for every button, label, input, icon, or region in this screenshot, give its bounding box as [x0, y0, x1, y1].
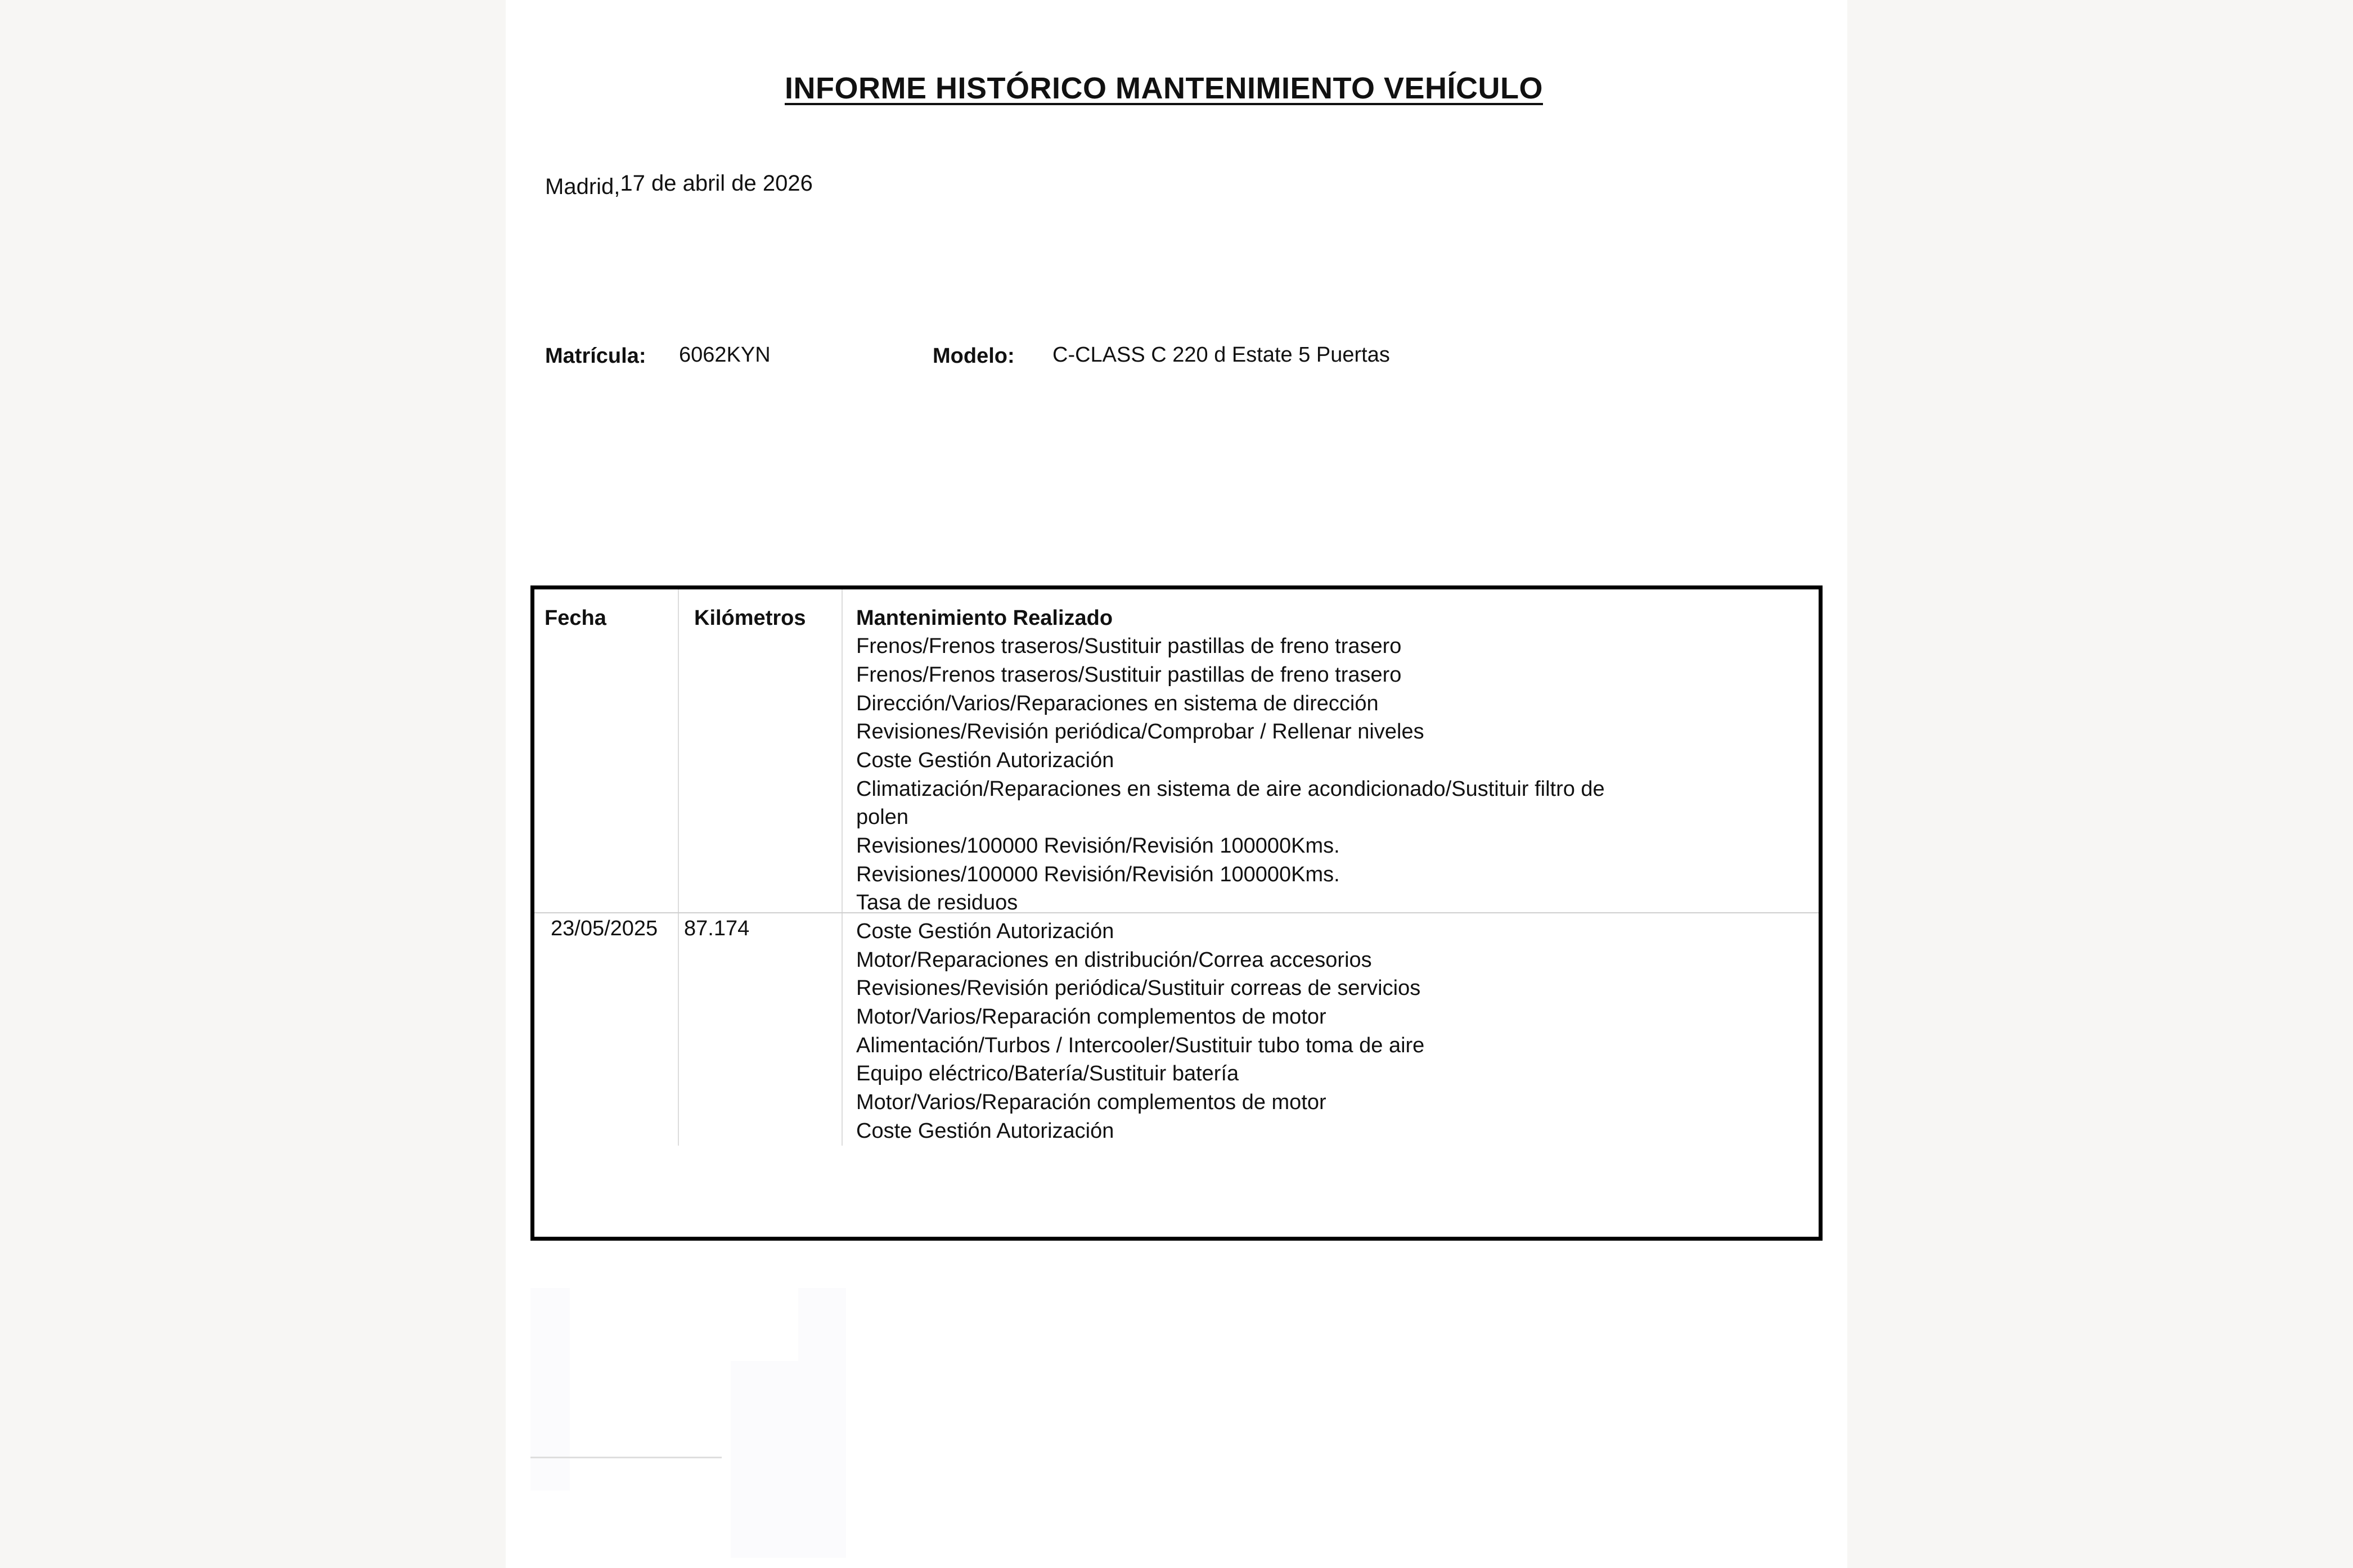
- plate-label: Matrícula:: [545, 344, 646, 368]
- list-item: Motor/Reparaciones en distribución/Correa accesorios: [856, 948, 1372, 972]
- plate-value: 6062KYN: [679, 343, 771, 367]
- list-item: Dirección/Varios/Reparaciones en sistema de dirección: [856, 692, 1379, 715]
- model-value: C-CLASS C 220 d Estate 5 Puertas: [1052, 343, 1390, 367]
- row-divider: [534, 912, 1819, 913]
- column-divider: [842, 589, 843, 1146]
- list-item: Coste Gestión Autorización: [856, 749, 1114, 772]
- list-item: Frenos/Frenos traseros/Sustituir pastillas de freno trasero: [856, 634, 1402, 658]
- report-title: INFORME HISTÓRICO MANTENIMIENTO VEHÍCULO: [784, 71, 1543, 105]
- header-km: Kilómetros: [694, 606, 806, 630]
- row-date: 23/05/2025: [551, 917, 658, 940]
- header-date: Fecha: [545, 606, 606, 630]
- place-date-line: [545, 171, 813, 199]
- report-place: Madrid,: [545, 174, 620, 199]
- document-page: [506, 0, 1847, 1568]
- list-item: Coste Gestión Autorización: [856, 1119, 1114, 1143]
- faded-artifact: [530, 1288, 570, 1490]
- faded-artifact-line: [530, 1457, 722, 1458]
- list-item: Revisiones/Revisión periódica/Sustituir correas de servicios: [856, 976, 1421, 1000]
- list-item: Motor/Varios/Reparación complementos de motor: [856, 1091, 1326, 1114]
- row-km: 87.174: [684, 917, 750, 940]
- list-item: Frenos/Frenos traseros/Sustituir pastillas de freno trasero: [856, 663, 1402, 687]
- list-item: Tasa de residuos: [856, 891, 1018, 914]
- list-item: Revisiones/Revisión periódica/Comprobar / Rellenar niveles: [856, 720, 1424, 744]
- faded-artifact: [731, 1361, 809, 1558]
- list-item: Revisiones/100000 Revisión/Revisión 100000Kms.: [856, 863, 1340, 886]
- header-maintenance: Mantenimiento Realizado: [856, 606, 1113, 630]
- list-item: Motor/Varios/Reparación complementos de motor: [856, 1005, 1326, 1029]
- list-item: Coste Gestión Autorización: [856, 920, 1114, 943]
- column-divider: [678, 589, 679, 1146]
- list-item: polen: [856, 805, 908, 829]
- list-item: Climatización/Reparaciones en sistema de aire acondicionado/Sustituir filtro de: [856, 777, 1605, 801]
- list-item: Equipo eléctrico/Batería/Sustituir batería: [856, 1062, 1239, 1085]
- maintenance-table: [530, 585, 1823, 1241]
- list-item: Revisiones/100000 Revisión/Revisión 100000Kms.: [856, 834, 1340, 858]
- model-label: Modelo:: [933, 344, 1015, 368]
- report-date: 17 de abril de 2026: [620, 171, 813, 196]
- list-item: Alimentación/Turbos / Intercooler/Sustituir tubo toma de aire: [856, 1034, 1425, 1057]
